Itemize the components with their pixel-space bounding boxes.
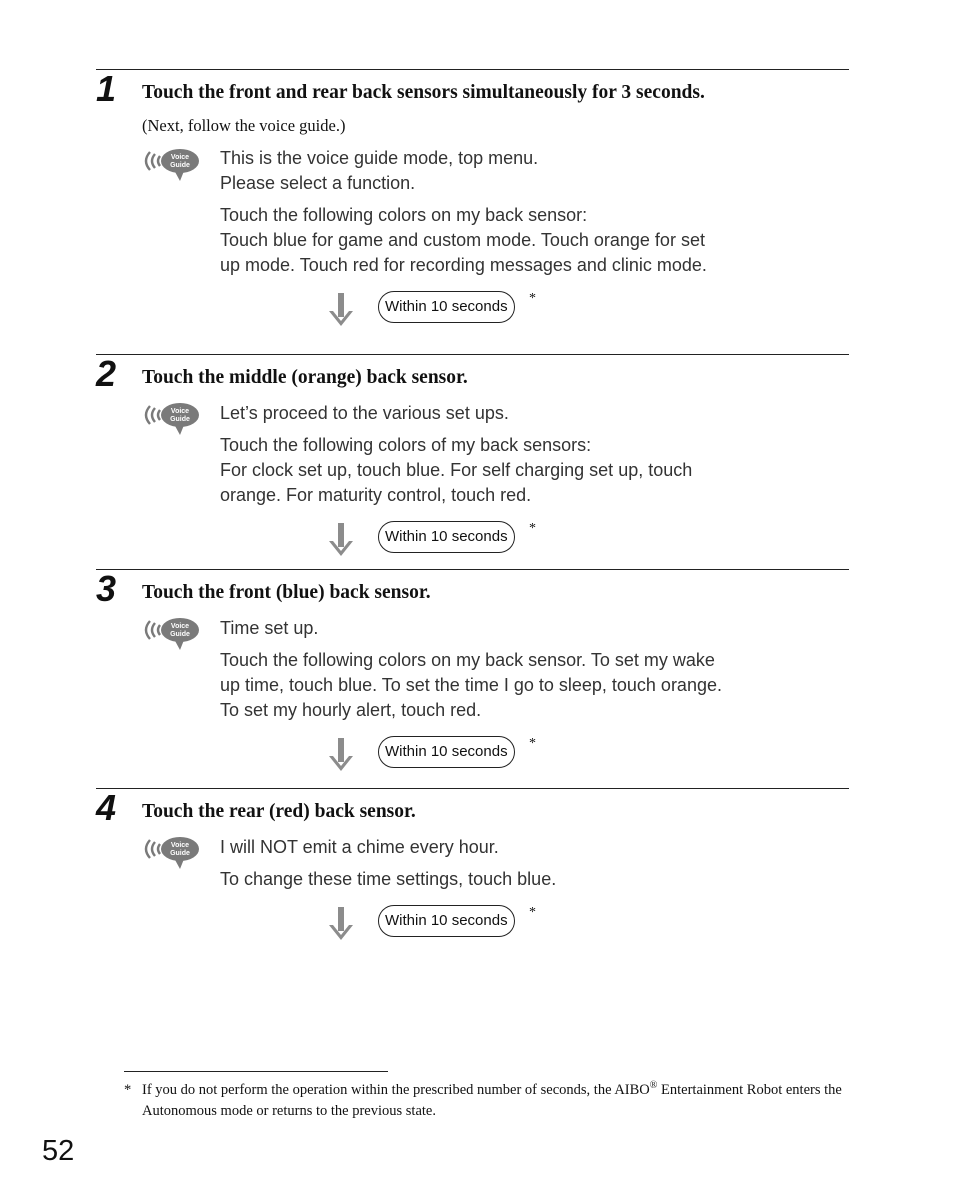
step-divider — [96, 569, 849, 570]
paragraph-line: up mode. Touch red for recording messages and clinic mode. — [220, 255, 707, 275]
step-title: Touch the rear (red) back sensor. — [142, 801, 416, 822]
registered-mark: ® — [649, 1080, 658, 1091]
paragraph-line: This is the voice guide mode, top menu. — [220, 148, 539, 168]
footnote-mark: * — [124, 1082, 132, 1098]
voice-guide-icon-text: Guide — [170, 416, 190, 423]
step-divider — [96, 69, 849, 70]
voice-guide-paragraph — [220, 401, 509, 426]
voice-guide-icon — [140, 148, 204, 184]
voice-guide-icon-text: Guide — [170, 850, 190, 857]
step-note: (Next, follow the voice guide.) — [142, 116, 346, 135]
paragraph-line: Touch the following colors of my back sensors: — [220, 435, 592, 455]
footnote-text-part: Entertainment Robot enters the Autonomous mode or returns to the previous state. — [142, 1082, 842, 1119]
voice-guide-paragraph — [220, 835, 499, 860]
down-arrow-icon — [328, 292, 354, 328]
down-arrow-icon — [328, 522, 354, 558]
step-divider — [96, 354, 849, 355]
step-number: 1 — [96, 68, 116, 109]
voice-guide-paragraph — [220, 648, 722, 723]
timer-badge: Within 10 seconds — [378, 736, 515, 768]
paragraph-line: To change these time settings, touch blue. — [220, 869, 557, 889]
paragraph-line: Time set up. — [220, 618, 319, 638]
down-arrow-icon — [328, 906, 354, 942]
step-title: Touch the front and rear back sensors simultaneously for 3 seconds. — [142, 82, 705, 103]
paragraph-line: Let’s proceed to the various set ups. — [220, 403, 509, 423]
voice-guide-icon — [140, 836, 204, 872]
voice-guide-icon — [140, 617, 204, 653]
voice-guide-paragraph — [220, 146, 538, 196]
voice-guide-icon-text: Voice — [170, 154, 190, 161]
footnote-text-part: If you do not perform the operation within the prescribed number of seconds, the AIBO — [142, 1082, 650, 1098]
timer-badge: Within 10 seconds — [378, 905, 515, 937]
paragraph-line: To set my hourly alert, touch red. — [220, 700, 482, 720]
step-number: 4 — [96, 787, 116, 828]
voice-guide-icon-text: Voice — [170, 408, 190, 415]
footnote-text — [142, 1080, 842, 1122]
paragraph-line: I will NOT emit a chime every hour. — [220, 837, 499, 857]
paragraph-line: For clock set up, touch blue. For self charging set up, touch — [220, 460, 693, 480]
step-title: Touch the middle (orange) back sensor. — [142, 367, 468, 388]
timer-badge: Within 10 seconds — [378, 521, 515, 553]
voice-guide-paragraph — [220, 867, 556, 892]
voice-guide-paragraph — [220, 616, 318, 641]
voice-guide-paragraph — [220, 433, 692, 508]
footnote-marker: * — [529, 905, 536, 920]
paragraph-line: Touch blue for game and custom mode. Touch orange for set — [220, 230, 705, 250]
step-number: 2 — [96, 353, 116, 394]
paragraph-line: Please select a function. — [220, 173, 416, 193]
voice-guide-icon — [140, 402, 204, 438]
paragraph-line: Touch the following colors on my back sensor. To set my wake — [220, 650, 715, 670]
down-arrow-icon — [328, 737, 354, 773]
footnote-marker: * — [529, 736, 536, 751]
step-title: Touch the front (blue) back sensor. — [142, 582, 431, 603]
paragraph-line: orange. For maturity control, touch red. — [220, 485, 532, 505]
timer-badge: Within 10 seconds — [378, 291, 515, 323]
paragraph-line: Touch the following colors on my back sensor: — [220, 205, 588, 225]
voice-guide-icon-text: Guide — [170, 631, 190, 638]
footnote-marker: * — [529, 521, 536, 536]
paragraph-line: up time, touch blue. To set the time I go to sleep, touch orange. — [220, 675, 722, 695]
voice-guide-icon-text: Voice — [170, 623, 190, 630]
voice-guide-icon-text: Voice — [170, 842, 190, 849]
page-number: 52 — [42, 1135, 75, 1167]
step-number: 3 — [96, 568, 116, 609]
footnote-divider — [124, 1071, 388, 1072]
footnote-marker: * — [529, 291, 536, 306]
voice-guide-paragraph — [220, 203, 707, 278]
step-divider — [96, 788, 849, 789]
voice-guide-icon-text: Guide — [170, 162, 190, 169]
